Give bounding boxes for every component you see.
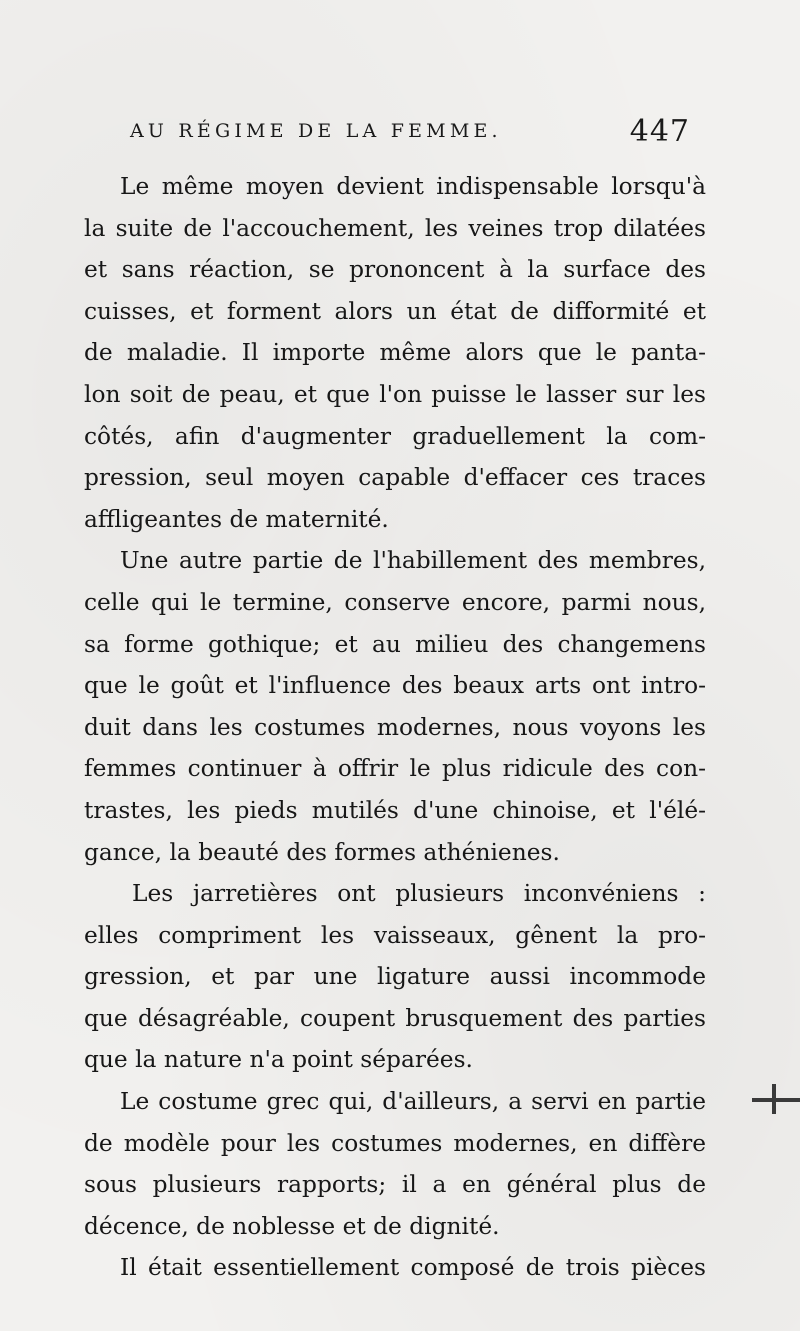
page-number: 447 xyxy=(629,114,690,149)
text-line: pression, seul moyen capable d'effacer ces traces xyxy=(84,464,706,492)
text-line: et sans réaction, se prononcent à la surface des xyxy=(84,256,706,284)
text-line: trastes, les pieds mutilés d'une chinoise, et l'élé- xyxy=(84,796,706,824)
text-line: gression, et par une ligature aussi incommode xyxy=(84,963,706,991)
text-line: celle qui le termine, conserve encore, parmi nous, xyxy=(84,588,706,616)
text-line: sous plusieurs rapports; il a en général plus de xyxy=(84,1171,706,1199)
running-title: AU RÉGIME DE LA FEMME. xyxy=(130,120,502,142)
text-line: Il était essentiellement composé de trois pièces xyxy=(120,1254,706,1282)
text-line: côtés, afin d'augmenter graduellement la com- xyxy=(84,422,706,450)
text-line: affligeantes de maternité. xyxy=(84,505,389,533)
registration-cross-mark xyxy=(752,1080,800,1120)
text-line: décence, de noblesse et de dignité. xyxy=(84,1212,500,1240)
text-line: que le goût et l'influence des beaux arts ont intro- xyxy=(84,672,706,700)
text-line: Les jarretières ont plusieurs inconvéniens : xyxy=(132,880,706,908)
text-line: que désagréable, coupent brusquement des parties xyxy=(84,1004,706,1032)
text-line: Le même moyen devient indispensable lorsqu'à xyxy=(120,173,706,200)
text-line: Une autre partie de l'habillement des membres, xyxy=(120,547,706,575)
text-line: duit dans les costumes modernes, nous voyons les xyxy=(84,713,706,741)
paragraph xyxy=(84,873,706,1081)
text-line: la suite de l'accouchement, les veines trop dilatées xyxy=(84,214,706,242)
text-line: de maladie. Il importe même alors que le panta- xyxy=(84,339,706,367)
text-line: sa forme gothique; et au milieu des changemens xyxy=(84,630,706,658)
page-header xyxy=(130,114,690,154)
text-line: que la nature n'a point séparées. xyxy=(84,1046,473,1074)
text-line: femmes continuer à offrir le plus ridicule des con- xyxy=(84,755,706,783)
text-line: de modèle pour les costumes modernes, en diffère xyxy=(84,1129,706,1157)
body-text xyxy=(84,166,706,1289)
text-line: elles compriment les vaisseaux, gênent la pro- xyxy=(84,921,706,949)
paragraph xyxy=(84,540,706,873)
paragraph xyxy=(84,1081,706,1247)
paragraph xyxy=(84,1247,706,1289)
text-line: gance, la beauté des formes athénienes. xyxy=(84,838,560,866)
text-line: Le costume grec qui, d'ailleurs, a servi en partie xyxy=(120,1088,706,1116)
paragraph xyxy=(84,166,706,540)
text-line: lon soit de peau, et que l'on puisse le lasser sur les xyxy=(84,380,706,408)
text-line: cuisses, et forment alors un état de difformité et xyxy=(84,297,706,325)
